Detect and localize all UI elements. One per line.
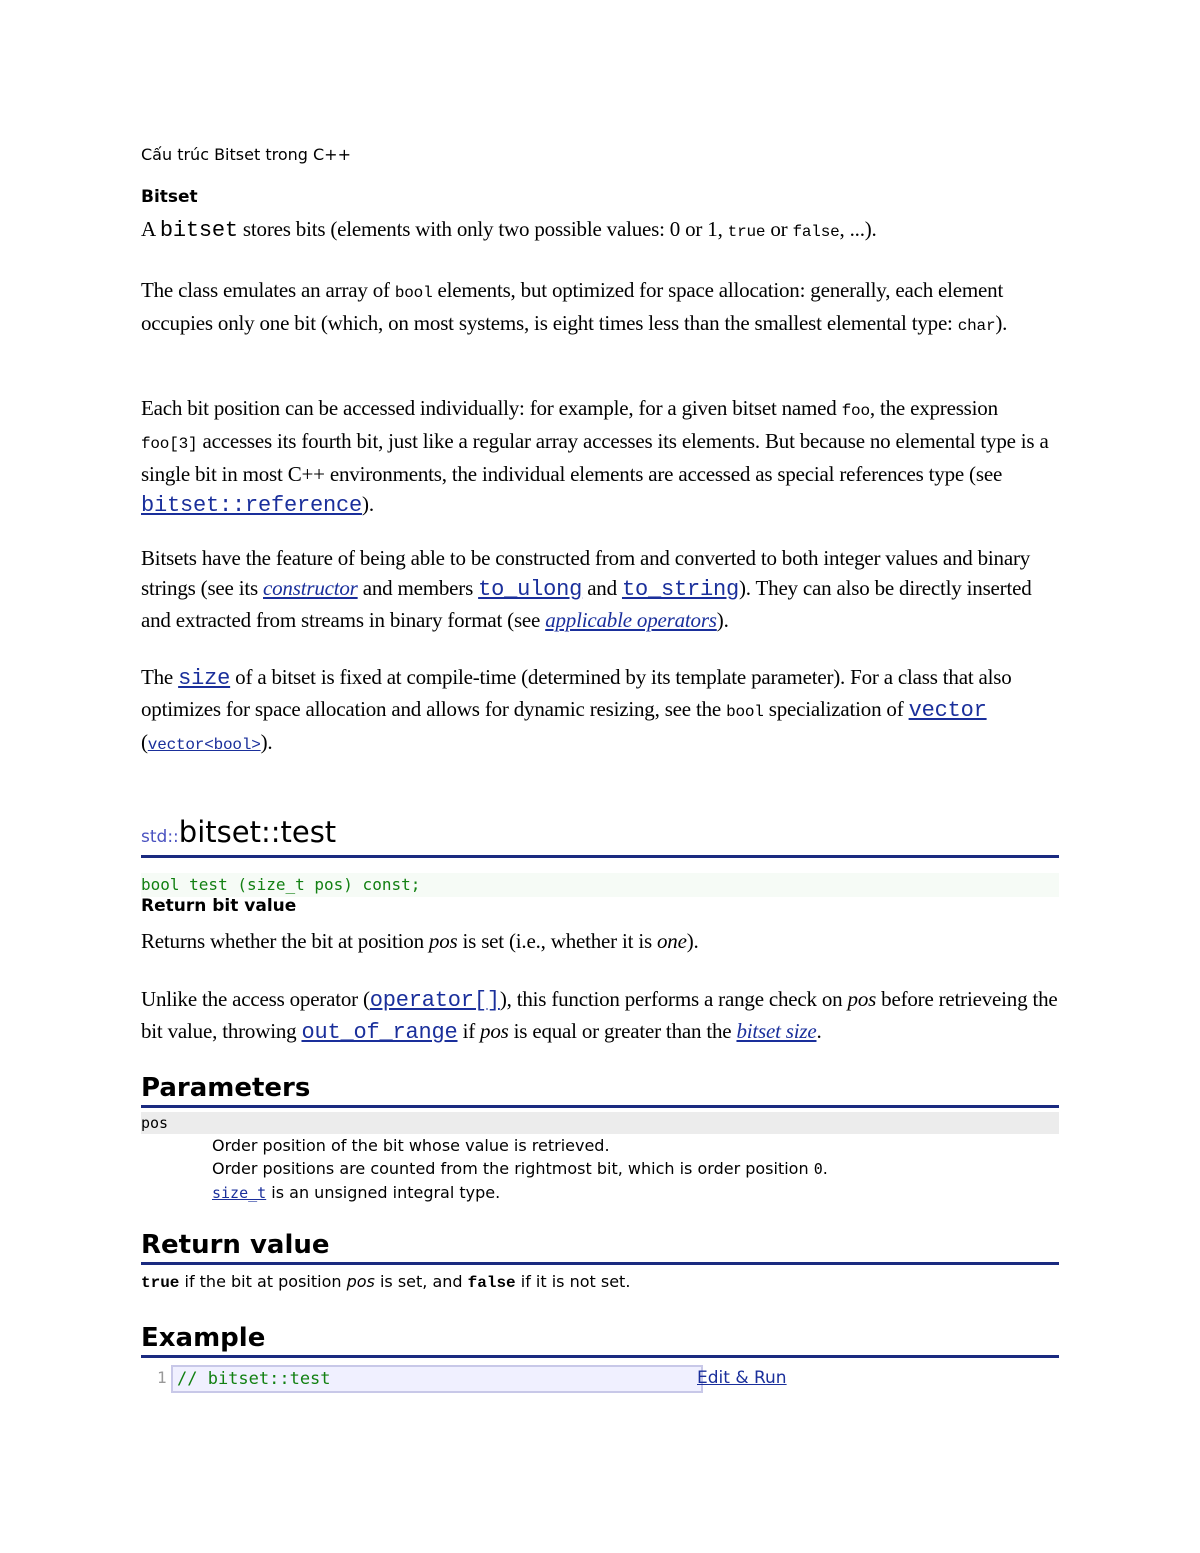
vector-bool-link[interactable]: vector<bool>: [147, 736, 261, 754]
namespace-label: std::: [141, 827, 179, 847]
size-paragraph: The size of a bitset is fixed at compile-time (determined by its template parameter). For a class that also optimizes for space allocation and allows for dynamic resizing, see the bool specialization of vector (vector<bool>).: [141, 665, 1012, 754]
to-ulong-link[interactable]: to_ulong: [478, 577, 583, 602]
parameter-description: Order position of the bit whose value is retrieved. Order positions are counted from the rightmost bit, which is order position 0. size_t is an unsigned integral type.: [212, 1136, 828, 1202]
range-check-paragraph: Unlike the access operator (operator[]), this function performs a range check on pos before retrieveing the bit value, throwing out_of_range if pos is equal or greater than the bitset size.: [141, 987, 1058, 1045]
returns-paragraph: Returns whether the bit at position pos is set (i.e., whether it is one).: [141, 929, 699, 953]
to-string-link[interactable]: to_string: [621, 577, 739, 602]
parameter-name: pos: [141, 1112, 1059, 1134]
applicable-operators-link[interactable]: applicable operators: [545, 608, 717, 632]
return-value-heading: Return value: [141, 1230, 1059, 1265]
example-heading: Example: [141, 1323, 1059, 1358]
class-paragraph: The class emulates an array of bool elements, but optimized for space allocation: generally, each element occupies only one bit (which, on most systems, is eight times less than the smallest elemental type: char).: [141, 278, 1008, 335]
bitset-heading: Bitset: [141, 187, 198, 207]
vector-link[interactable]: vector: [908, 698, 987, 723]
operator-brackets-link[interactable]: operator[]: [369, 988, 500, 1013]
intro-paragraph: A bitset stores bits (elements with only two possible values: 0 or 1, true or false, ...).: [141, 217, 877, 243]
access-paragraph: Each bit position can be accessed individually: for example, for a given bitset named foo, the expression foo[3] accesses its fourth bit, just like a regular array accesses its elements. But because no elemental type is a single bit in most C++ environments, the individual elements are accessed as special references type (see bitset::reference).: [141, 396, 1049, 518]
document-title: Cấu trúc Bitset trong C++: [141, 145, 351, 164]
return-value-text: true if the bit at position pos is set, and false if it is not set.: [141, 1272, 631, 1292]
function-summary: Return bit value: [141, 896, 297, 916]
bitset-size-link[interactable]: bitset size: [736, 1019, 817, 1043]
bitset-reference-link[interactable]: bitset::reference: [141, 493, 363, 518]
edit-run-link[interactable]: Edit & Run: [697, 1368, 787, 1388]
function-heading: [141, 815, 1059, 858]
constructor-link[interactable]: constructor: [263, 576, 358, 600]
parameters-heading: Parameters: [141, 1073, 1059, 1108]
code-line: // bitset::test: [171, 1365, 703, 1393]
function-prototype: bool test (size_t pos) const;: [141, 873, 1059, 897]
line-number: 1: [157, 1368, 167, 1387]
out-of-range-link[interactable]: out_of_range: [301, 1020, 458, 1045]
size-t-link[interactable]: size_t: [212, 1184, 267, 1202]
size-link[interactable]: size: [178, 666, 231, 691]
conversion-paragraph: Bitsets have the feature of being able to be constructed from and converted to both integer values and binary strings (see its constructor and members to_ulong and to_string). They can also be directly inserted and extracted from streams in binary format (see applicable operators).: [141, 546, 1032, 632]
function-name: bitset::test: [178, 815, 337, 849]
example-code-block: [141, 1365, 1059, 1395]
